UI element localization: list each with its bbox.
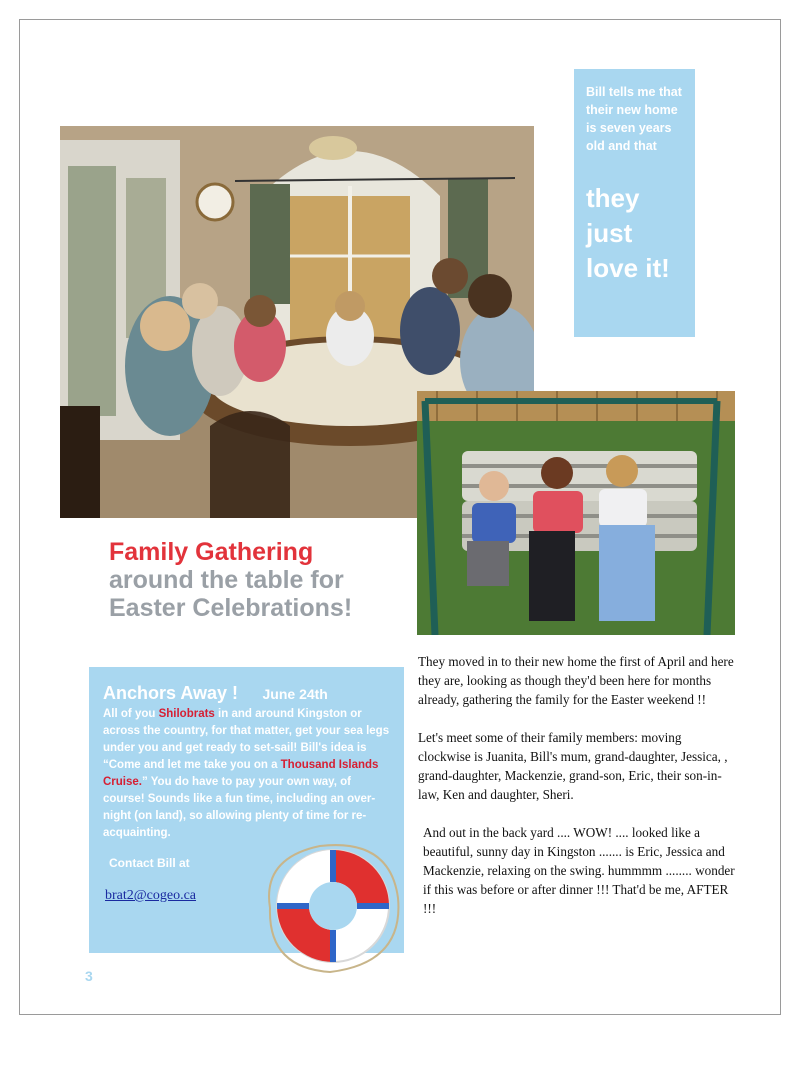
shilobrats-highlight: Shilobrats <box>158 708 215 720</box>
headline-title: Family Gathering <box>109 538 314 566</box>
story-paragraph-1: They moved in to their new home the first of April and here they are, looking as though they'd been here for months already, gathering the family for the Easter weekend !! <box>418 654 734 707</box>
life-ring-icon <box>260 838 406 978</box>
headline <box>109 538 409 622</box>
cruise-highlight: Thousand Islands Cruise. <box>103 759 379 788</box>
story-text <box>418 652 736 937</box>
anchors-body-1: All of you <box>103 708 159 720</box>
anchors-date: June 24th <box>262 686 328 702</box>
anchors-title: Anchors Away ! <box>103 683 239 703</box>
swing-image <box>417 391 735 635</box>
anchors-body-2: in and around Kingston or across the country, for that matter, get your sea legs under you and get ready to set-sail! Bill's idea is “Come and let me take you on a <box>103 708 390 771</box>
story-paragraph-2: Let's meet some of their family members: moving clockwise is Juanita, Bill's mum, grand-daughter, Jessica, , grand-daughter, Mackenzie, grand-son, Eric, their son-in-law, Ken and daughter, Sheri. <box>418 730 728 802</box>
contact-label: Contact Bill at <box>109 856 190 870</box>
headline-subtitle: around the table for Easter Celebrations! <box>109 566 353 622</box>
story-paragraph-3: And out in the back yard .... WOW! .... looked like a beautiful, sunny day in Kingston ....... is Eric, Jessica and Mackenzie, relaxing on the swing. hummmm ........ wonder if this was before or after dinner !!! That'd be me, AFTER !!! <box>423 825 735 916</box>
callout-box <box>574 69 695 337</box>
life-ring-graphic <box>260 838 406 978</box>
anchors-body <box>103 706 393 842</box>
callout-intro: Bill tells me that their new home is seven years old and that <box>586 85 682 153</box>
callout-emphasis: they just love it! <box>586 183 670 283</box>
page-number: 3 <box>85 968 93 984</box>
swing-photo <box>417 391 735 635</box>
anchors-body-3: ” You do have to pay your own way, of course! Sounds like a fun time, including an over-night (on land), so allowing plenty of time for re-acquainting. <box>103 776 376 839</box>
email-link[interactable]: brat2@cogeo.ca <box>105 888 197 903</box>
